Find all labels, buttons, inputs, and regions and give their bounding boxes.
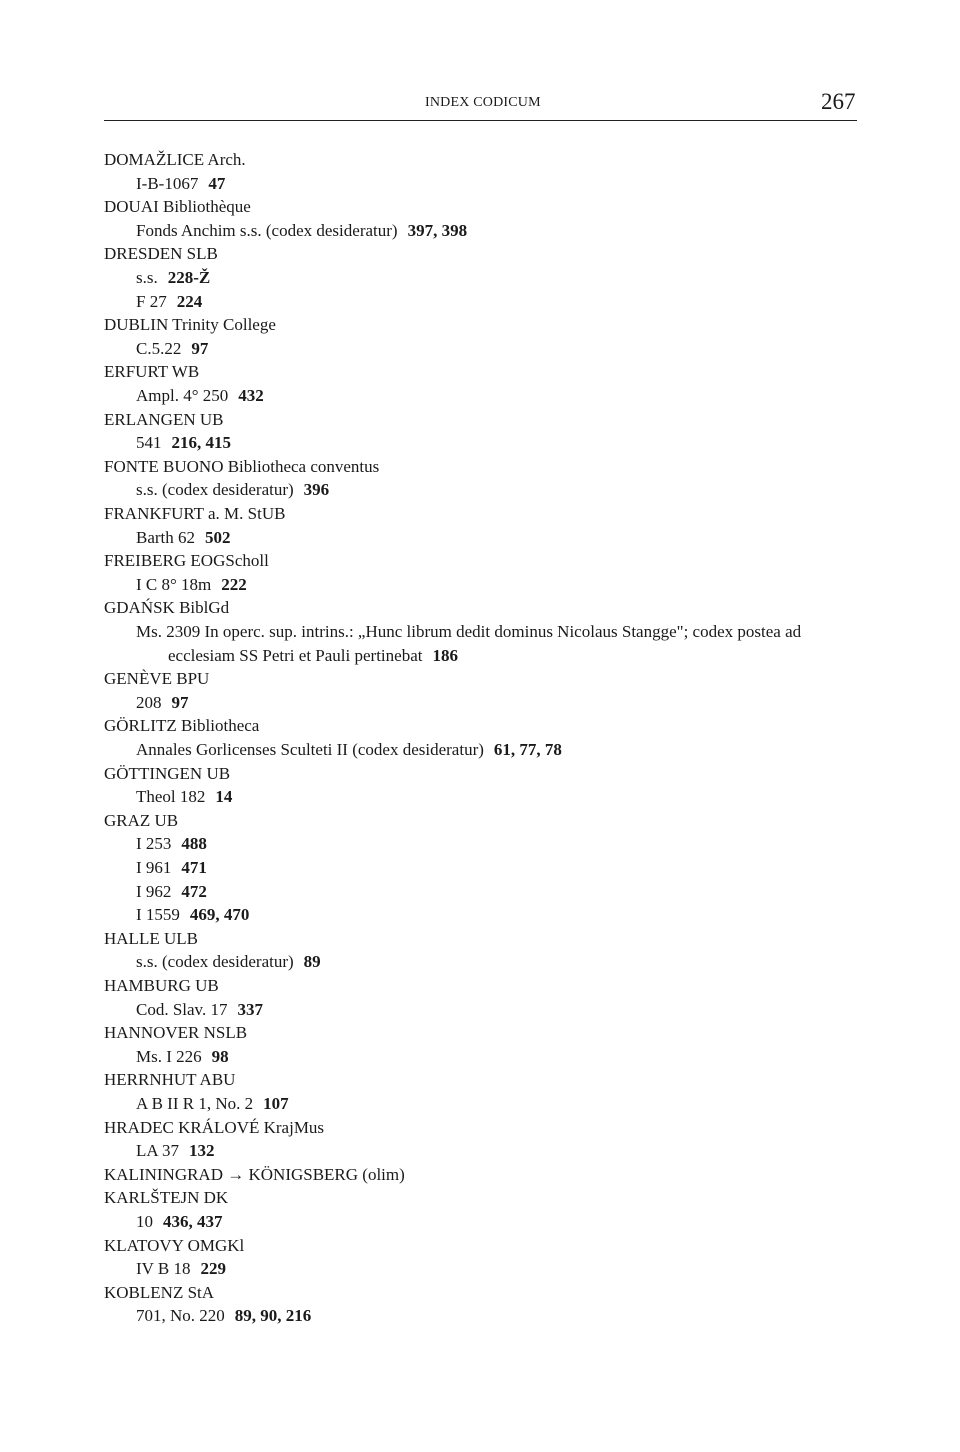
- entry-text: KALININGRAD → KÖNIGSBERG (olim): [104, 1164, 405, 1184]
- library-heading: [104, 976, 219, 996]
- library-heading: [104, 1165, 405, 1185]
- entry-text: DOMAŽLICE Arch.: [104, 150, 246, 169]
- entry-text: 10: [136, 1212, 153, 1231]
- page-reference: 397, 398: [407, 220, 468, 240]
- page-reference: 224: [176, 291, 203, 311]
- library-heading: [104, 1118, 324, 1138]
- entry-text: 208: [136, 692, 162, 712]
- shelfmark-entry: [136, 740, 562, 760]
- library-heading: [104, 811, 178, 831]
- page-reference: 469, 470: [189, 905, 250, 925]
- entry-text: C.5.22: [136, 338, 182, 358]
- shelfmark-entry: [136, 1141, 214, 1161]
- entry-text: s.s. (codex desideratur): [136, 480, 294, 500]
- shelfmark-entry: [136, 480, 329, 500]
- shelfmark-entry: [136, 1259, 226, 1279]
- page-reference: 337: [237, 999, 263, 1019]
- entry-text: s.s. (codex desideratur): [136, 952, 294, 972]
- entry-text: GRAZ UB: [104, 810, 179, 830]
- entry-text: LA 37: [136, 1141, 179, 1161]
- shelfmark-entry: [136, 339, 208, 359]
- entry-text: I 961: [136, 858, 172, 877]
- shelfmark-entry: [136, 952, 321, 972]
- entry-text: 541: [136, 433, 162, 453]
- entry-text: Ms. I 226: [136, 1046, 202, 1066]
- page-reference: 228-Ž: [167, 268, 211, 287]
- entry-text: I C 8° 18m: [136, 574, 212, 594]
- entry-text: IV B 18: [136, 1259, 191, 1279]
- entry-text: Annales Gorlicenses Sculteti II (codex desideratur): [136, 740, 484, 759]
- entry-text: Fonds Anchim s.s. (codex desideratur): [136, 220, 398, 240]
- library-heading: [104, 197, 251, 217]
- shelfmark-entry: [136, 622, 801, 642]
- shelfmark-entry: [136, 292, 202, 312]
- shelfmark-entry: [136, 1000, 263, 1020]
- entry-text: A B II R 1, No. 2: [136, 1094, 254, 1113]
- library-heading: [104, 457, 379, 477]
- page-reference: 471: [181, 858, 207, 877]
- entry-text: I 962: [136, 881, 172, 901]
- page-reference: 396: [303, 480, 330, 500]
- page-reference: 98: [211, 1046, 229, 1066]
- shelfmark-entry: [136, 221, 467, 241]
- running-head: INDEX CODICUM: [425, 95, 541, 110]
- entry-text: I 1559: [136, 905, 180, 925]
- shelfmark-entry: [136, 1094, 289, 1114]
- shelfmark-entry: [136, 174, 225, 194]
- library-heading: [104, 598, 229, 618]
- page-reference: 132: [188, 1141, 215, 1161]
- entry-text: Ampl. 4° 250: [136, 386, 229, 405]
- page-reference: 186: [432, 645, 458, 665]
- entry-text: I-B-1067: [136, 173, 199, 193]
- page-reference: 502: [205, 527, 231, 547]
- entry-text: ERLANGEN UB: [104, 409, 224, 429]
- shelfmark-entry: [136, 575, 247, 595]
- entry-text: Ms. 2309 In operc. sup. intrins.: „Hunc librum dedit dominus Nicolaus Stangge"; codex postea ad: [136, 622, 802, 641]
- page-reference: 97: [171, 692, 189, 712]
- library-heading: [104, 1023, 247, 1043]
- page-reference: 216, 415: [171, 433, 231, 453]
- entry-text: F 27: [136, 291, 167, 311]
- page-reference: 436, 437: [163, 1212, 223, 1231]
- entry-text: Cod. Slav. 17: [136, 999, 228, 1019]
- library-heading: [104, 504, 285, 524]
- entry-text: DUBLIN Trinity College: [104, 315, 276, 335]
- entry-text: HAMBURG UB: [104, 976, 219, 995]
- page-reference: 472: [181, 881, 207, 901]
- entry-text: I 253: [136, 834, 172, 854]
- entry-text: FREIBERG EOGScholl: [104, 551, 269, 571]
- library-heading: [104, 150, 246, 170]
- entry-text: HERRNHUT ABU: [104, 1070, 236, 1090]
- entry-text: Barth 62: [136, 527, 196, 547]
- library-heading: [104, 1236, 244, 1256]
- library-heading: [104, 669, 209, 689]
- entry-text: GDAŃSK BiblGd: [104, 598, 230, 618]
- page-reference: 61, 77, 78: [493, 740, 562, 759]
- entry-text: GÖTTINGEN UB: [104, 763, 231, 783]
- library-heading: [104, 1283, 214, 1303]
- shelfmark-entry: [168, 646, 458, 666]
- entry-text: KOBLENZ StA: [104, 1282, 215, 1302]
- library-heading: [104, 315, 276, 335]
- library-heading: [104, 1070, 235, 1090]
- entry-text: HALLE ULB: [104, 928, 198, 948]
- entry-text: FONTE BUONO Bibliotheca conventus: [104, 456, 380, 476]
- library-heading: [104, 410, 223, 430]
- shelfmark-entry: [136, 1306, 311, 1326]
- shelfmark-entry: [136, 268, 210, 288]
- shelfmark-entry: [136, 787, 232, 807]
- shelfmark-entry: [136, 433, 231, 453]
- shelfmark-entry: [136, 528, 231, 548]
- page-reference: 432: [238, 386, 264, 405]
- library-heading: [104, 929, 198, 949]
- shelfmark-entry: [136, 386, 264, 406]
- shelfmark-entry: [136, 1212, 223, 1232]
- entry-text: KARLŠTEJN DK: [104, 1188, 229, 1208]
- shelfmark-entry: [136, 905, 249, 925]
- page-reference: 89, 90, 216: [234, 1306, 312, 1326]
- shelfmark-entry: [136, 858, 207, 878]
- library-heading: [104, 551, 269, 571]
- header-rule: [104, 120, 857, 121]
- entry-text: 701, No. 220: [136, 1306, 225, 1326]
- page-reference: 107: [263, 1094, 289, 1113]
- page-reference: 47: [208, 173, 226, 193]
- page-reference: 488: [181, 834, 207, 854]
- page-reference: 229: [200, 1259, 226, 1279]
- library-heading: [104, 716, 259, 736]
- entry-text: ERFURT WB: [104, 362, 200, 382]
- entry-text: HANNOVER NSLB: [104, 1023, 248, 1043]
- entry-text: GÖRLITZ Bibliotheca: [104, 716, 260, 736]
- entry-text: s.s.: [136, 268, 158, 287]
- entry-text: Theol 182: [136, 787, 206, 807]
- page-reference: 97: [191, 338, 209, 358]
- page-reference: 14: [215, 787, 233, 807]
- page-reference: 89: [303, 952, 321, 972]
- library-heading: [104, 362, 199, 382]
- library-heading: [104, 1188, 228, 1208]
- shelfmark-entry: [136, 882, 207, 902]
- library-heading: [104, 244, 218, 264]
- shelfmark-entry: [136, 1047, 229, 1067]
- library-heading: [104, 764, 230, 784]
- shelfmark-entry: [136, 834, 207, 854]
- entry-text: FRANKFURT a. M. StUB: [104, 504, 286, 523]
- entry-text: ecclesiam SS Petri et Pauli pertinebat: [168, 645, 423, 665]
- entry-text: GENÈVE BPU: [104, 669, 210, 689]
- entry-text: HRADEC KRÁLOVÉ KrajMus: [104, 1117, 325, 1137]
- entry-text: DOUAI Bibliothèque: [104, 197, 251, 217]
- page-reference: 222: [221, 574, 247, 594]
- page-number: 267: [821, 89, 856, 114]
- shelfmark-entry: [136, 693, 189, 713]
- entry-text: DRESDEN SLB: [104, 244, 218, 264]
- entry-text: KLATOVY OMGKl: [104, 1235, 245, 1255]
